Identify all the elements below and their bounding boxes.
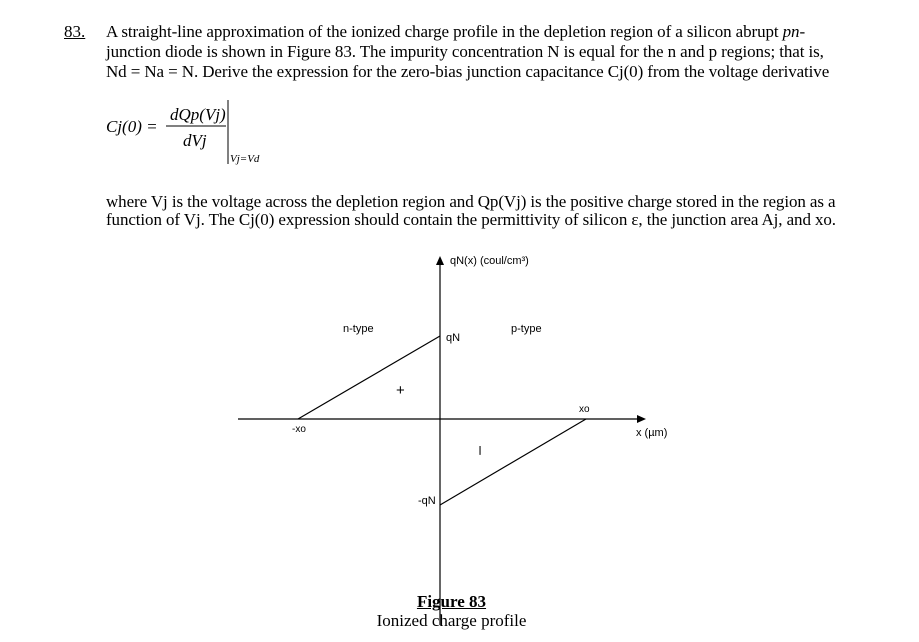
x-axis-arrow-icon [637,415,646,423]
formula-evaluation: Vj=Vd [230,153,260,165]
problem-line-5: function of Vj. The Cj(0) expression should contain the permittivity of silicon ε, the junction area Aj, and xo. [106,210,836,229]
formula-denominator: dVj [183,131,207,150]
p-type-label: p-type [511,323,542,335]
plus-sign: + [396,382,405,399]
negative-charge-line [440,419,586,505]
neg-qn-level-label: -qN [418,495,436,507]
positive-charge-line [298,336,440,419]
xo-label: xo [579,404,590,415]
problem-line-4: where Vj is the voltage across the depletion region and Qp(Vj) is the positive charge stored in the region as a [106,192,836,211]
figure-caption-title: Figure 83 [416,592,487,611]
formula-lhs: Cj(0) = [106,117,158,136]
y-axis-arrow-icon [436,256,444,265]
problem-line-1-text: A straight-line approximation of the ionized charge profile in the depletion region of a silicon abrupt [106,22,783,41]
pn-italic: pn- [782,22,806,41]
qn-level-label: qN [446,332,461,344]
problem-line-2: junction diode is shown in Figure 83. The impurity concentration N is equal for the n and p regions; that is, [106,42,824,61]
minus-sign: – [472,446,489,455]
problem-number: 83. [64,22,86,41]
formula-numerator: dQp(Vj) [170,105,226,124]
neg-xo-label: -xo [292,424,306,435]
x-axis-label: x (µm) [636,427,668,439]
figure-caption-subtitle: Ionized charge profile [376,611,527,630]
n-type-label: n-type [343,323,374,335]
problem-line-3: Nd = Na = N. Derive the expression for the zero-bias junction capacitance Cj(0) from the voltage derivative [106,62,830,81]
y-axis-label: qN(x) (coul/cm³) [450,255,529,267]
